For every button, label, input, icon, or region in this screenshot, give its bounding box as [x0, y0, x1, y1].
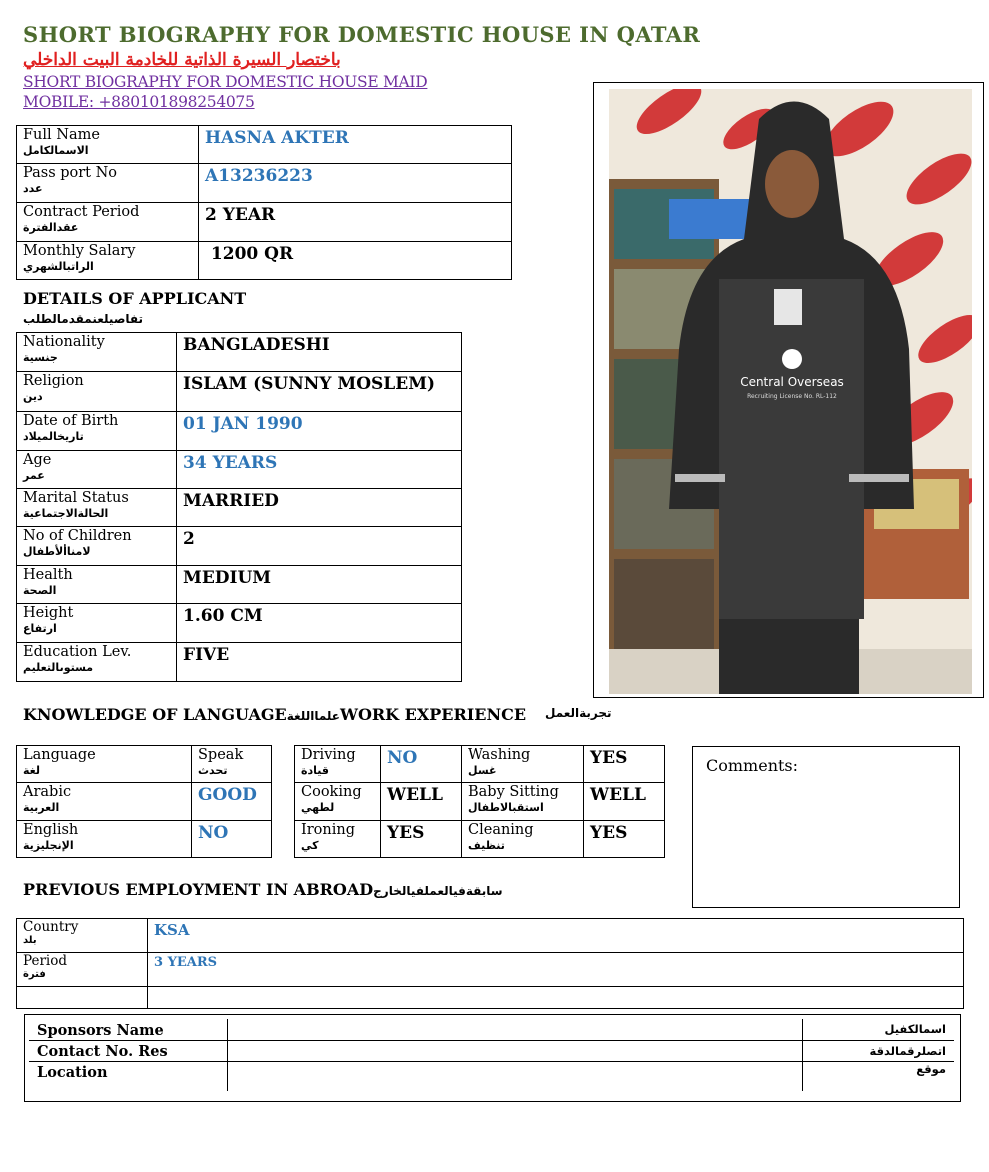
details-table	[16, 332, 462, 682]
field-value: ISLAM (SUNNY MOSLEM)	[183, 374, 436, 394]
field-label: Nationality	[23, 334, 105, 350]
details-value-cell	[177, 372, 462, 412]
work-label-cell	[462, 746, 584, 783]
previous-heading: PREVIOUS EMPLOYMENT IN ABROAD	[23, 880, 374, 899]
work-value-cell	[584, 821, 665, 858]
details-value-cell	[177, 333, 462, 372]
work-row	[295, 821, 665, 858]
details-value-cell	[177, 412, 462, 451]
language-table	[16, 745, 272, 858]
work-skill-label-arabic: قيادة	[301, 764, 329, 777]
apron-license: Recruiting License No. RL-112	[747, 393, 837, 400]
comments-label: Comments:	[706, 756, 799, 775]
language-level: GOOD	[198, 785, 257, 805]
field-label-arabic: مستوىالتعليم	[23, 661, 94, 674]
applicant-photo	[609, 89, 972, 694]
work-skill-value: WELL	[590, 785, 646, 805]
field-value: MARRIED	[183, 491, 279, 511]
language-level: NO	[198, 823, 229, 843]
sponsor-value-cell[interactable]	[227, 1040, 802, 1061]
sponsor-label-cell	[29, 1019, 227, 1040]
basic-info-row	[17, 242, 512, 280]
previous-employment-table	[16, 918, 964, 1009]
apron-brand: Central Overseas	[740, 375, 844, 389]
sponsor-arabic-cell	[802, 1061, 954, 1091]
sponsor-label-cell	[29, 1040, 227, 1061]
work-skill-label: Cleaning	[468, 822, 534, 838]
work-skill-value: NO	[387, 748, 418, 768]
work-label-cell	[462, 783, 584, 821]
language-row-arabic	[17, 783, 272, 821]
details-row	[17, 451, 462, 489]
work-skill-value: WELL	[387, 785, 443, 805]
sponsor-value-cell[interactable]	[227, 1019, 802, 1040]
field-label-arabic: تاريخالميلاد	[23, 430, 84, 443]
basic-info-value-cell	[199, 164, 512, 203]
work-experience-table	[294, 745, 665, 858]
work-skill-label: Washing	[468, 747, 531, 763]
work-value-cell	[381, 821, 462, 858]
sponsor-label-arabic: موقع	[916, 1061, 946, 1076]
basic-info-value-cell	[199, 242, 512, 280]
basic-info-label-cell	[17, 242, 199, 280]
details-value-cell	[177, 489, 462, 527]
field-value: 01 JAN 1990	[183, 414, 303, 434]
work-row	[295, 746, 665, 783]
details-value-cell	[177, 527, 462, 566]
sponsor-label: Sponsors Name	[37, 1021, 164, 1039]
language-col-label-arabic: لغة	[23, 764, 41, 777]
field-label-arabic: ارتفاع	[23, 622, 57, 635]
language-name-arabic: الإنجليزية	[23, 839, 74, 852]
speak-col-label-arabic: تحدث	[198, 764, 228, 777]
field-label: Marital Status	[23, 490, 129, 506]
field-label: Education Lev.	[23, 644, 132, 660]
work-skill-label-arabic: لطهي	[301, 801, 335, 814]
previous-heading-row	[23, 880, 503, 899]
language-heading: KNOWLEDGE OF LANGUAGE	[23, 705, 287, 724]
field-label-arabic: دين	[23, 390, 43, 403]
work-value-cell	[381, 783, 462, 821]
work-skill-label: Ironing	[301, 822, 355, 838]
previous-row-period	[17, 953, 964, 987]
details-label-cell	[17, 451, 177, 489]
previous-heading-arabic: سابقةفيالعملفيالخارج	[373, 884, 503, 898]
basic-info-table	[16, 125, 512, 280]
work-label-cell	[295, 821, 381, 858]
previous-value: KSA	[154, 921, 190, 939]
field-label-arabic: الراتبالشهري	[23, 260, 94, 273]
details-label-cell	[17, 604, 177, 643]
field-label: Pass port No	[23, 165, 118, 181]
language-name: Arabic	[23, 784, 72, 800]
sponsor-box	[24, 1014, 961, 1102]
details-heading-arabic: تفاصيلعنمقدمالطلب	[23, 312, 144, 326]
field-value: 2 YEAR	[205, 205, 276, 225]
previous-value: 3 YEARS	[154, 955, 218, 970]
field-label: Contract Period	[23, 204, 140, 220]
basic-info-label-cell	[17, 203, 199, 242]
field-label: Age	[23, 452, 52, 468]
work-skill-label-arabic: كي	[301, 839, 319, 852]
details-label-cell	[17, 489, 177, 527]
field-label: Health	[23, 567, 73, 583]
sponsor-row	[29, 1061, 954, 1091]
work-value-cell	[381, 746, 462, 783]
field-value: A13236223	[205, 166, 313, 186]
sponsor-value-cell[interactable]	[227, 1061, 802, 1091]
details-row	[17, 372, 462, 412]
details-value-cell	[177, 566, 462, 604]
field-value: MEDIUM	[183, 568, 272, 588]
work-skill-value: YES	[387, 823, 425, 843]
basic-info-value-cell	[199, 126, 512, 164]
work-label-cell	[295, 783, 381, 821]
basic-info-label-cell	[17, 164, 199, 203]
sponsor-label-cell	[29, 1061, 227, 1091]
details-label-cell	[17, 527, 177, 566]
work-skill-value: YES	[590, 748, 628, 768]
field-label: Monthly Salary	[23, 243, 136, 259]
language-name: English	[23, 822, 79, 838]
sponsor-label: Contact No. Res	[37, 1043, 168, 1060]
sponsor-label: Location	[37, 1063, 108, 1081]
field-label-arabic: الاسمالكامل	[23, 144, 89, 157]
details-value-cell	[177, 604, 462, 643]
work-heading-arabic: تجربةالعمل	[545, 706, 612, 720]
field-label-arabic: عقدالفترة	[23, 221, 79, 234]
details-label-cell	[17, 412, 177, 451]
previous-label-arabic: فترة	[23, 969, 46, 980]
work-skill-label-arabic: تنظيف	[468, 839, 505, 852]
field-value: FIVE	[183, 645, 230, 665]
work-heading: WORK EXPERIENCE	[339, 705, 527, 724]
field-label-arabic: عدد	[23, 182, 43, 195]
previous-label-arabic: بلد	[23, 935, 37, 946]
language-name-arabic: العربية	[23, 801, 60, 814]
basic-info-label-cell	[17, 126, 199, 164]
basic-info-value-cell	[199, 203, 512, 242]
language-col-label: Language	[23, 747, 96, 763]
details-row	[17, 566, 462, 604]
mobile-number: MOBILE: +880101898254075	[23, 93, 255, 111]
details-value-cell	[177, 451, 462, 489]
field-label: No of Children	[23, 528, 132, 544]
work-row	[295, 783, 665, 821]
speak-col-label: Speak	[198, 747, 244, 763]
work-skill-label-arabic: استقبالاطفال	[468, 801, 544, 814]
basic-info-row	[17, 203, 512, 242]
previous-label: Period	[23, 953, 68, 969]
field-value: 2	[183, 529, 195, 549]
details-label-cell	[17, 566, 177, 604]
field-label: Full Name	[23, 127, 100, 143]
field-value: 34 YEARS	[183, 453, 278, 473]
work-skill-label-arabic: غسل	[468, 764, 497, 777]
basic-info-row	[17, 126, 512, 164]
page-title-arabic: باختصار السيرة الذاتية للخادمة البيت الداخلي	[23, 50, 341, 70]
details-row	[17, 489, 462, 527]
language-row-english	[17, 821, 272, 858]
language-heading-row	[23, 705, 526, 724]
work-skill-label: Baby Sitting	[468, 784, 559, 800]
details-row	[17, 527, 462, 566]
work-label-cell	[462, 821, 584, 858]
field-value: HASNA AKTER	[205, 128, 349, 148]
field-label-arabic: الصحة	[23, 584, 57, 597]
page-title: SHORT BIOGRAPHY FOR DOMESTIC HOUSE IN QATAR	[23, 22, 701, 47]
applicant-photo-frame	[593, 82, 984, 698]
sponsor-row	[29, 1019, 954, 1040]
work-skill-label: Cooking	[301, 784, 362, 800]
previous-row-empty	[17, 987, 964, 1009]
work-value-cell	[584, 783, 665, 821]
language-heading-arabic: علمااللغة	[286, 709, 340, 723]
previous-label: Country	[23, 919, 79, 935]
comments-box[interactable]	[692, 746, 960, 908]
field-label: Height	[23, 605, 74, 621]
details-label-cell	[17, 333, 177, 372]
previous-row-country	[17, 919, 964, 953]
field-label: Date of Birth	[23, 413, 119, 429]
details-heading: DETAILS OF APPLICANT	[23, 289, 247, 308]
details-row	[17, 643, 462, 682]
work-skill-value: YES	[590, 823, 628, 843]
page-subtitle: SHORT BIOGRAPHY FOR DOMESTIC HOUSE MAID	[23, 73, 428, 91]
field-value: 1200 QR	[205, 244, 294, 264]
sponsor-arabic-cell	[802, 1019, 954, 1040]
field-label: Religion	[23, 373, 84, 389]
field-value: 1.60 CM	[183, 606, 263, 626]
work-label-cell	[295, 746, 381, 783]
field-label-arabic: لامناألأطفال	[23, 545, 91, 558]
work-skill-label: Driving	[301, 747, 356, 763]
field-value: BANGLADESHI	[183, 335, 330, 355]
details-row	[17, 604, 462, 643]
sponsor-table	[29, 1019, 954, 1091]
details-label-cell	[17, 372, 177, 412]
details-value-cell	[177, 643, 462, 682]
sponsor-label-arabic: اسمالكفيل	[884, 1022, 946, 1037]
field-label-arabic: الحالةالاجتماعية	[23, 507, 109, 520]
language-header-row	[17, 746, 272, 783]
field-label-arabic: جنسية	[23, 351, 58, 364]
basic-info-row	[17, 164, 512, 203]
sponsor-arabic-cell	[802, 1040, 954, 1061]
sponsor-label-arabic: اتصلرقمالدقة	[869, 1043, 946, 1058]
details-row	[17, 412, 462, 451]
field-label-arabic: عمر	[23, 469, 45, 482]
details-row	[17, 333, 462, 372]
work-value-cell	[584, 746, 665, 783]
sponsor-row	[29, 1040, 954, 1061]
details-label-cell	[17, 643, 177, 682]
